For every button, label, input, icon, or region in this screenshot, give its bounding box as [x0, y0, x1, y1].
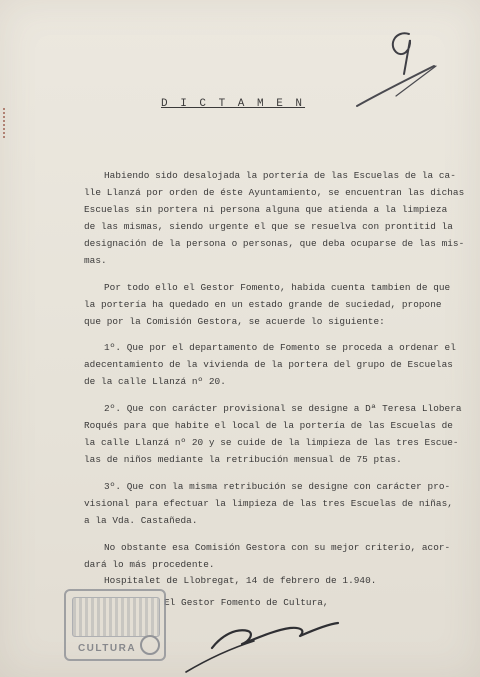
body-line: Habiendo sido desalojada la portería de las Escuelas de la ca-	[104, 170, 456, 181]
body-line: Por todo ello el Gestor Fomento, habida cuenta tambien de que	[104, 282, 451, 293]
body-line: No obstante esa Comisión Gestora con su mejor criterio, acor-	[104, 542, 451, 553]
body-line: visional para efectuar la limpieza de las tres Escuelas de niñas,	[84, 498, 453, 509]
body-line: que por la Comisión Gestora, se acuerde lo siguiente:	[84, 316, 385, 327]
body-line: Roqués para que habite el local de la portería de las Escuelas de	[84, 420, 453, 431]
body-line: lle Llanzá por orden de éste Ayuntamiento, se encuentran las dichas	[84, 187, 465, 198]
body-line: de las mismas, siendo urgente el que se resuelva con prontitid la	[84, 221, 453, 232]
body-line: mas.	[84, 255, 107, 266]
body-line: dará lo más procedente.	[84, 559, 215, 570]
body-line: la calle Llanzá nº 20 y se cuide de la limpieza de las tres Escue-	[84, 437, 459, 448]
document-title: D I C T A M E N	[161, 98, 306, 110]
body-line: las de niños mediante la retribución mensual de 75 ptas.	[84, 454, 402, 465]
body-line: 3º. Que con la misma retribución se designe con carácter pro-	[104, 481, 451, 492]
body-line: 2º. Que con carácter provisional se designe a Dª Teresa Llobera	[104, 403, 462, 414]
date-line: Hospitalet de Llobregat, 14 de febrero de 1.940.	[104, 575, 377, 586]
body-line: 1º. Que por el departamento de Fomento se proceda a ordenar el	[104, 342, 456, 353]
body-line: designación de la persona o personas, que deba ocuparse de las mis-	[84, 238, 465, 249]
body-line: de la calle Llanzá nº 20.	[84, 376, 226, 387]
body-line: la portería ha quedado en un estado grande de suciedad, propone	[84, 299, 442, 310]
signatory-line: El Gestor Fomento de Cultura,	[164, 597, 329, 608]
body-line: adecentamiento de la vivienda de la portera del grupo de Escuelas	[84, 359, 453, 370]
body-line: a la Vda. Castañeda.	[84, 515, 198, 526]
body-line: Escuelas sin portera ni persona alguna que atienda a la limpieza	[84, 204, 448, 215]
stamp-label: CULTURA	[77, 643, 137, 654]
